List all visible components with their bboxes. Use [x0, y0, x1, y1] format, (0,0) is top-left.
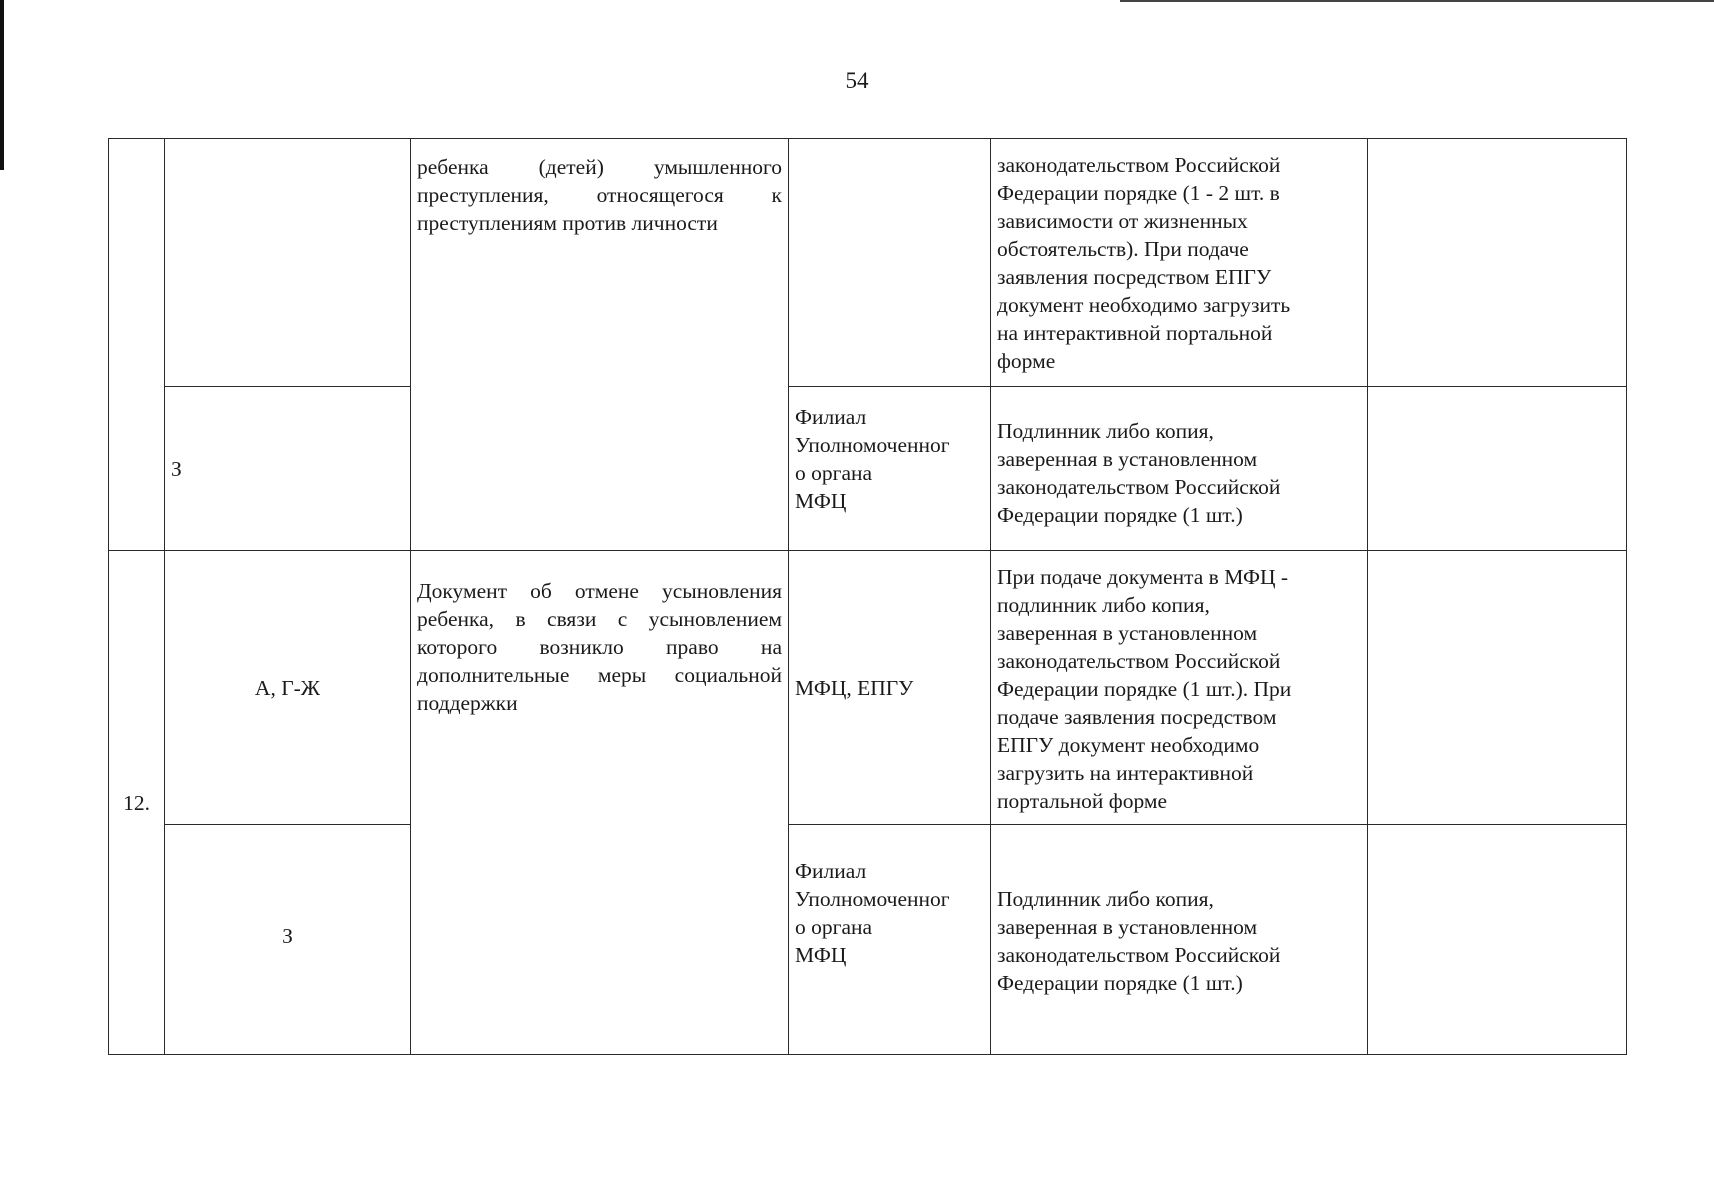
category-cell: А, Г-Ж [165, 551, 411, 825]
note-cell [1368, 825, 1627, 1055]
place-cell [789, 825, 991, 1055]
place-cell [789, 387, 991, 551]
form-cell [991, 139, 1368, 387]
group-number-cell [109, 139, 165, 551]
place-text: Филиал Уполномоченног о органа МФЦ [795, 405, 950, 513]
scan-edge-top [1120, 0, 1714, 2]
form-text: Подлинник либо копия, заверенная в установленном законодательством Российской Федерации порядке (1 шт.) [997, 887, 1281, 995]
category-cell: З [165, 825, 411, 1055]
note-cell [1368, 387, 1627, 551]
place-text: Филиал Уполномоченног о органа МФЦ [795, 859, 950, 967]
place-cell [789, 139, 991, 387]
form-cell [991, 387, 1368, 551]
table-row [109, 139, 1627, 387]
form-text: Подлинник либо копия, заверенная в установленном законодательством Российской Федерации порядке (1 шт.) [997, 419, 1281, 527]
document-text: Документ об отмене усыновления ребенка, в связи с усыновлением которого возникло право на дополнительные меры социальной поддержки [417, 579, 782, 715]
table-row [109, 825, 1627, 1055]
place-cell: МФЦ, ЕПГУ [789, 551, 991, 825]
page-number: 54 [845, 68, 869, 93]
document-cell [411, 551, 789, 1055]
note-cell [1368, 139, 1627, 387]
document-text: ребенка (детей) умышленного преступления, относящегося к преступлениям против личности [417, 155, 782, 235]
group-number-cell: 12. [109, 551, 165, 1055]
table-row [109, 551, 1627, 825]
table-row [109, 387, 1627, 551]
documents-table [108, 138, 1627, 1055]
category-cell [165, 139, 411, 387]
document-cell [411, 139, 789, 551]
form-cell [991, 551, 1368, 825]
form-text: При подаче документа в МФЦ - подлинник либо копия, заверенная в установленном законодательством Российской Федерации порядке (1 шт.). При подаче заявления посредством ЕПГУ документ необходимо загрузить на интерактивной портальной форме [997, 565, 1292, 813]
form-cell [991, 825, 1368, 1055]
category-cell: З [165, 387, 411, 551]
note-cell [1368, 551, 1627, 825]
form-text: законодательством Российской Федерации порядке (1 - 2 шт. в зависимости от жизненных обстоятельств). При подаче заявления посредством ЕПГУ документ необходимо загрузить на интерактивной портальной форме [997, 153, 1291, 373]
